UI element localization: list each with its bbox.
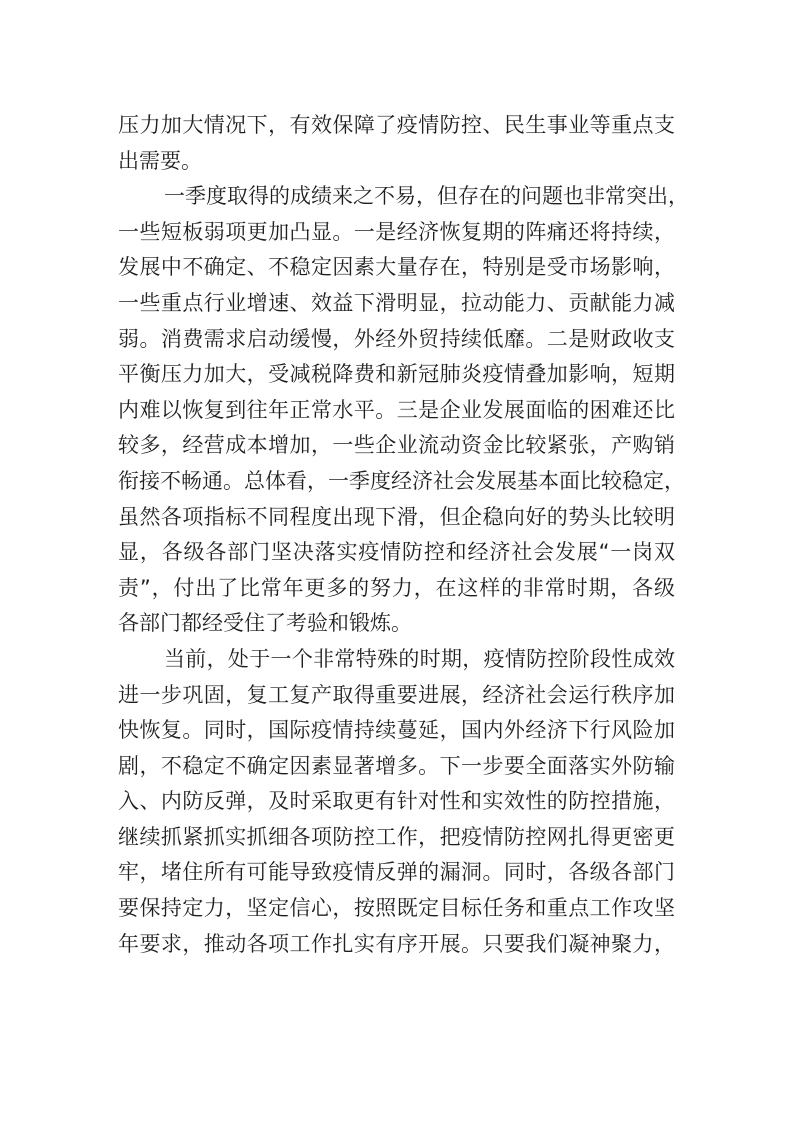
paragraph [118, 108, 675, 179]
text-line: 一些短板弱项更加凸显。一是经济恢复期的阵痛还将持续， [118, 219, 675, 244]
text-line: 发展中不确定、不稳定因素大量存在，特别是受市场影响， [118, 255, 675, 280]
text-line: 牢，堵住所有可能导致疫情反弹的漏洞。同时，各级各部门 [118, 860, 675, 885]
text-line: 要保持定力，坚定信心，按照既定目标任务和重点工作攻坚 [118, 896, 675, 921]
paragraph [118, 179, 689, 642]
text-line: 一些重点行业增速、效益下滑明显，拉动能力、贡献能力减 [118, 290, 675, 315]
text-line: 压力加大情况下，有效保障了疫情防控、民生事业等重点支 [118, 113, 675, 137]
text-line: 各部门都经受住了考验和锻炼。 [118, 611, 412, 636]
text-line: 较多，经营成本增加，一些企业流动资金比较紧张，产购销 [118, 433, 675, 458]
text-line: 责”，付出了比常年更多的努力，在这样的非常时期，各级 [118, 575, 675, 600]
text-line: 出需要。 [118, 148, 202, 173]
text-line: 衔接不畅通。总体看，一季度经济社会发展基本面比较稳定， [118, 468, 685, 493]
text-line: 一季度取得的成绩来之不易，但存在的问题也非常突出， [164, 184, 689, 209]
text-line: 快恢复。同时，国际疫情持续蔓延，国内外经济下行风险加 [118, 718, 675, 743]
text-line: 内难以恢复到往年正常水平。三是企业发展面临的困难还比 [118, 397, 675, 422]
text-line: 年要求，推动各项工作扎实有序开展。只要我们凝神聚力， [118, 931, 675, 956]
document-body [118, 108, 689, 962]
text-line: 剧，不稳定不确定因素显著增多。下一步要全面落实外防输 [118, 753, 675, 778]
text-line: 当前，处于一个非常特殊的时期，疫情防控阶段性成效 [164, 646, 675, 671]
text-line: 虽然各项指标不同程度出现下滑，但企稳向好的势头比较明 [118, 504, 675, 529]
text-line: 继续抓紧抓实抓细各项防控工作，把疫情防控网扎得更密更 [118, 824, 675, 849]
text-line: 入、内防反弹，及时采取更有针对性和实效性的防控措施， [118, 789, 675, 814]
text-line: 显，各级各部门坚决落实疫情防控和经济社会发展“一岗双 [118, 540, 675, 565]
text-line: 进一步巩固，复工复产取得重要进展，经济社会运行秩序加 [118, 682, 675, 707]
paragraph [118, 642, 675, 962]
text-line: 平衡压力加大，受减税降费和新冠肺炎疫情叠加影响，短期 [118, 362, 675, 387]
text-line: 弱。消费需求启动缓慢，外经外贸持续低靡。二是财政收支 [118, 326, 675, 351]
